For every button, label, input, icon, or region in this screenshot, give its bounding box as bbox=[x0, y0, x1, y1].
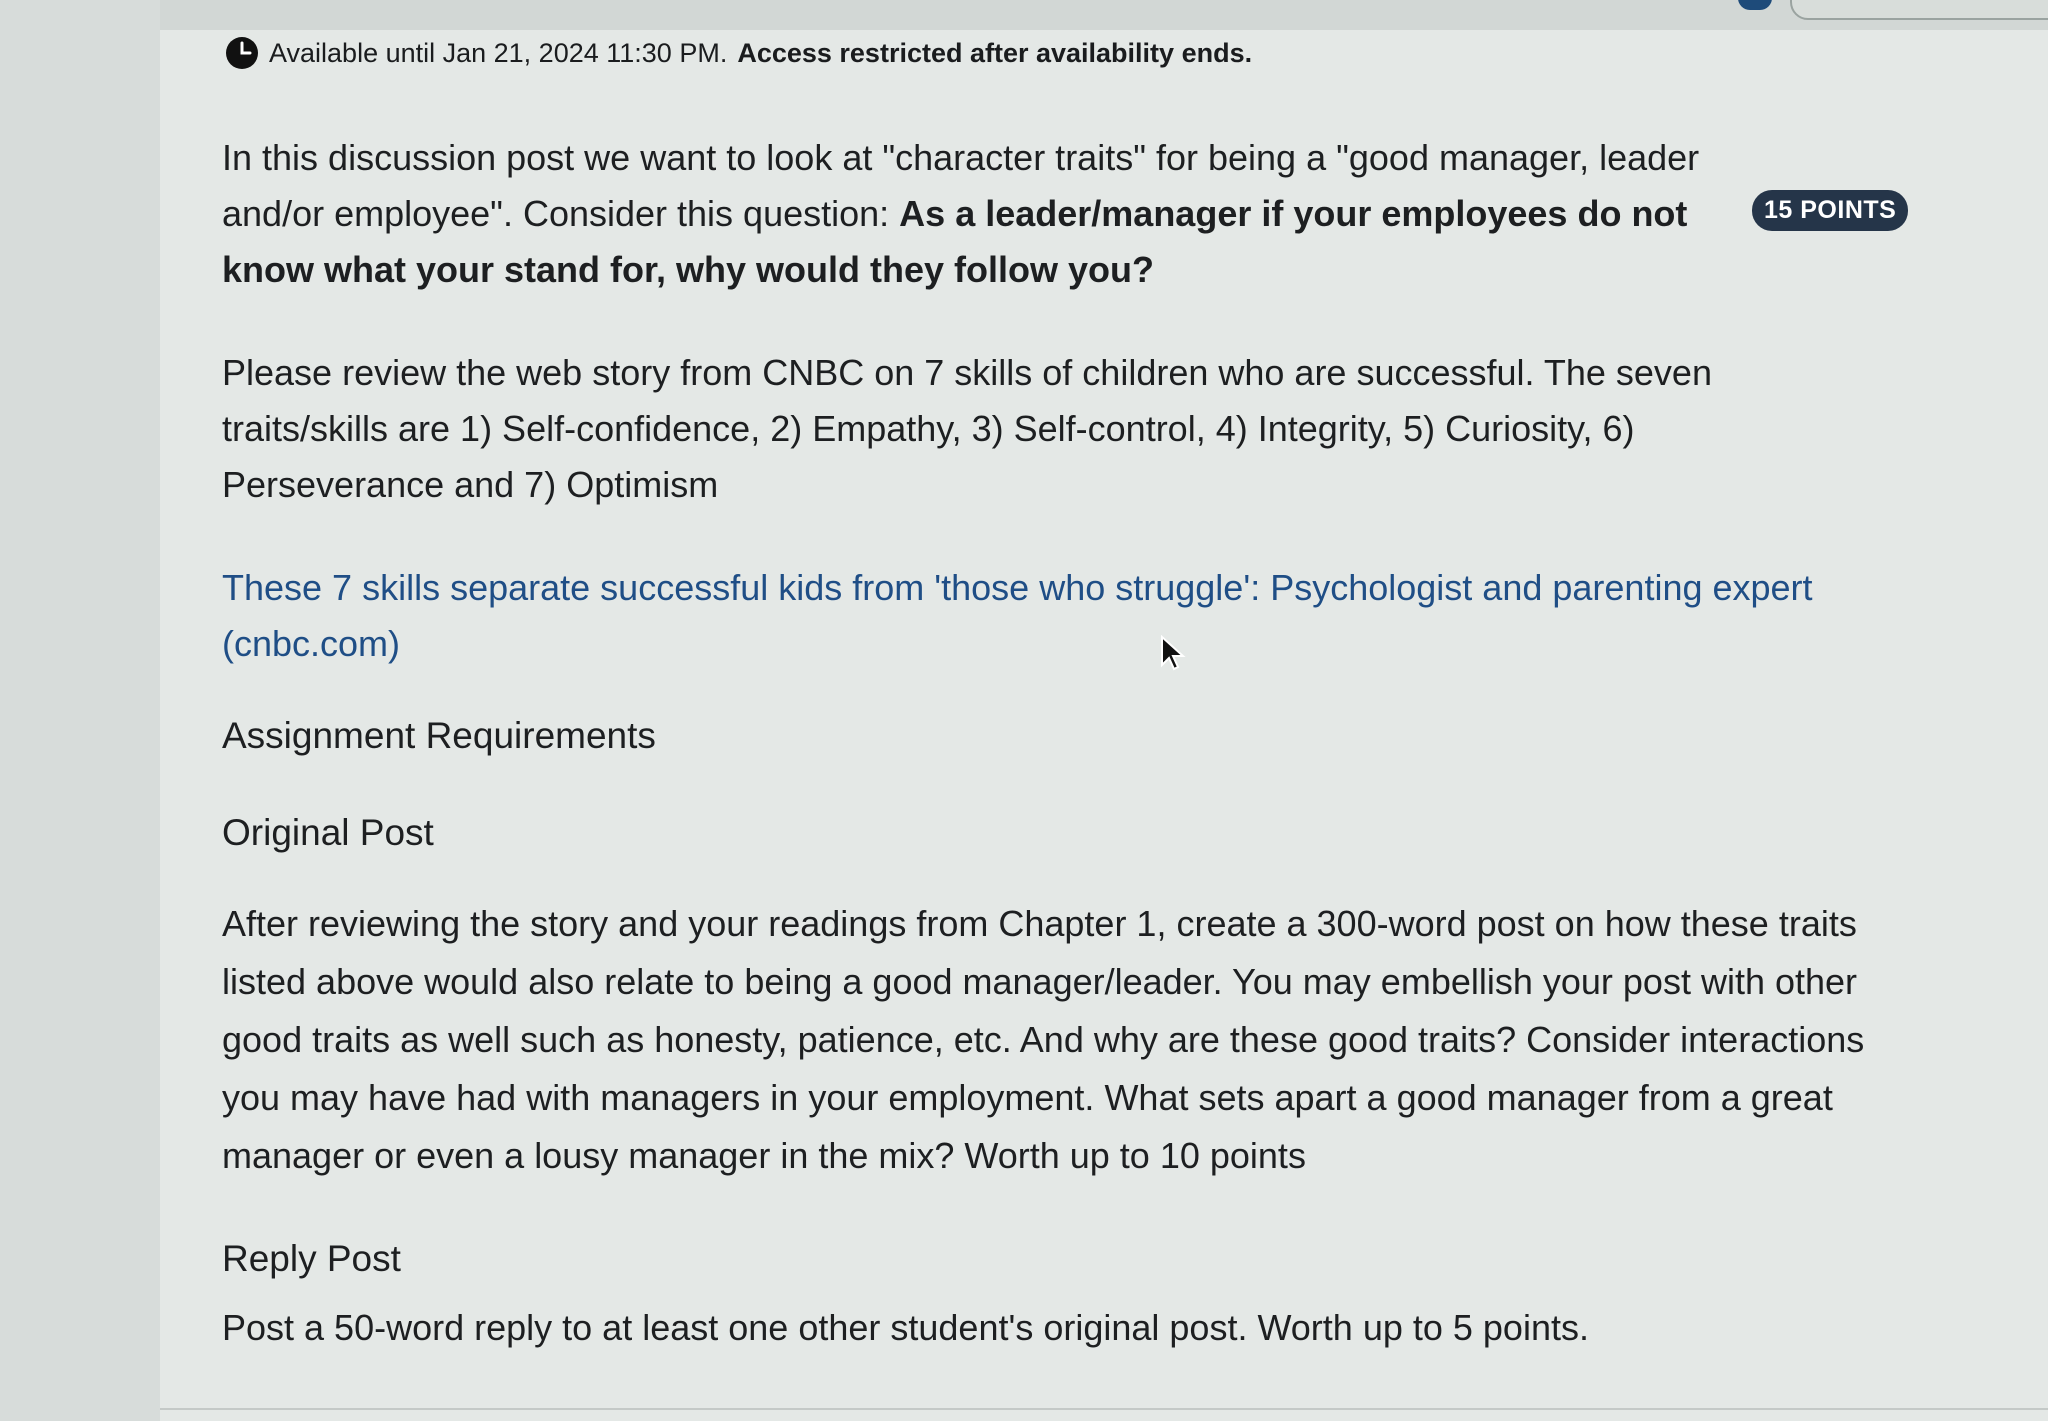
left-margin bbox=[0, 0, 162, 1421]
reply-post-text: Post a 50-word reply to at least one other student's original post. Worth up to 5 points. bbox=[222, 1307, 1589, 1348]
points-badge: 15 POINTS bbox=[1752, 190, 1908, 231]
intro-question: As a leader/manager if your employees do not know what your stand for, why would they follow you? bbox=[222, 193, 1688, 290]
reply-post-heading: Reply Post bbox=[222, 1238, 401, 1279]
assignment-requirements-heading: Assignment Requirements bbox=[222, 715, 656, 756]
intro-lead: In this discussion post we want to look at "character traits" for being a "good manager, leader and/or employee". Consider this question: bbox=[222, 137, 1700, 234]
review-paragraph: Please review the web story from CNBC on 7 skills of children who are successful. The seven traits/skills are 1) Self-confidence, 2) Empathy, 3) Self-control, 4) Integrity, 5) Curiosity, 6) Perseverance and 7) Optimism bbox=[222, 352, 1712, 505]
bottom-divider bbox=[160, 1408, 2048, 1410]
availability-row bbox=[225, 36, 1252, 70]
original-post-heading: Original Post bbox=[222, 812, 434, 853]
mouse-cursor-icon bbox=[1160, 635, 1186, 671]
availability-restriction: Access restricted after availability ends. bbox=[737, 37, 1253, 68]
clock-icon bbox=[225, 36, 259, 70]
top-pill-button[interactable] bbox=[1790, 0, 2048, 20]
intro-paragraph bbox=[222, 130, 1702, 298]
cnbc-article-link[interactable]: These 7 skills separate successful kids from 'those who struggle': Psychologist and parenting expert (cnbc.com) bbox=[222, 567, 1813, 664]
original-post-text: After reviewing the story and your readings from Chapter 1, create a 300-word post on how these traits listed above would also relate to being a good manager/leader. You may embellish your post with other good traits as well such as honesty, patience, etc. And why are these good traits? Consider interactions you may have had with managers in your employment. What sets apart a good manager from a great manager or even a lousy manager in the mix? Worth up to 10 points bbox=[222, 903, 1865, 1176]
availability-text: Available until Jan 21, 2024 11:30 PM. bbox=[269, 37, 728, 68]
